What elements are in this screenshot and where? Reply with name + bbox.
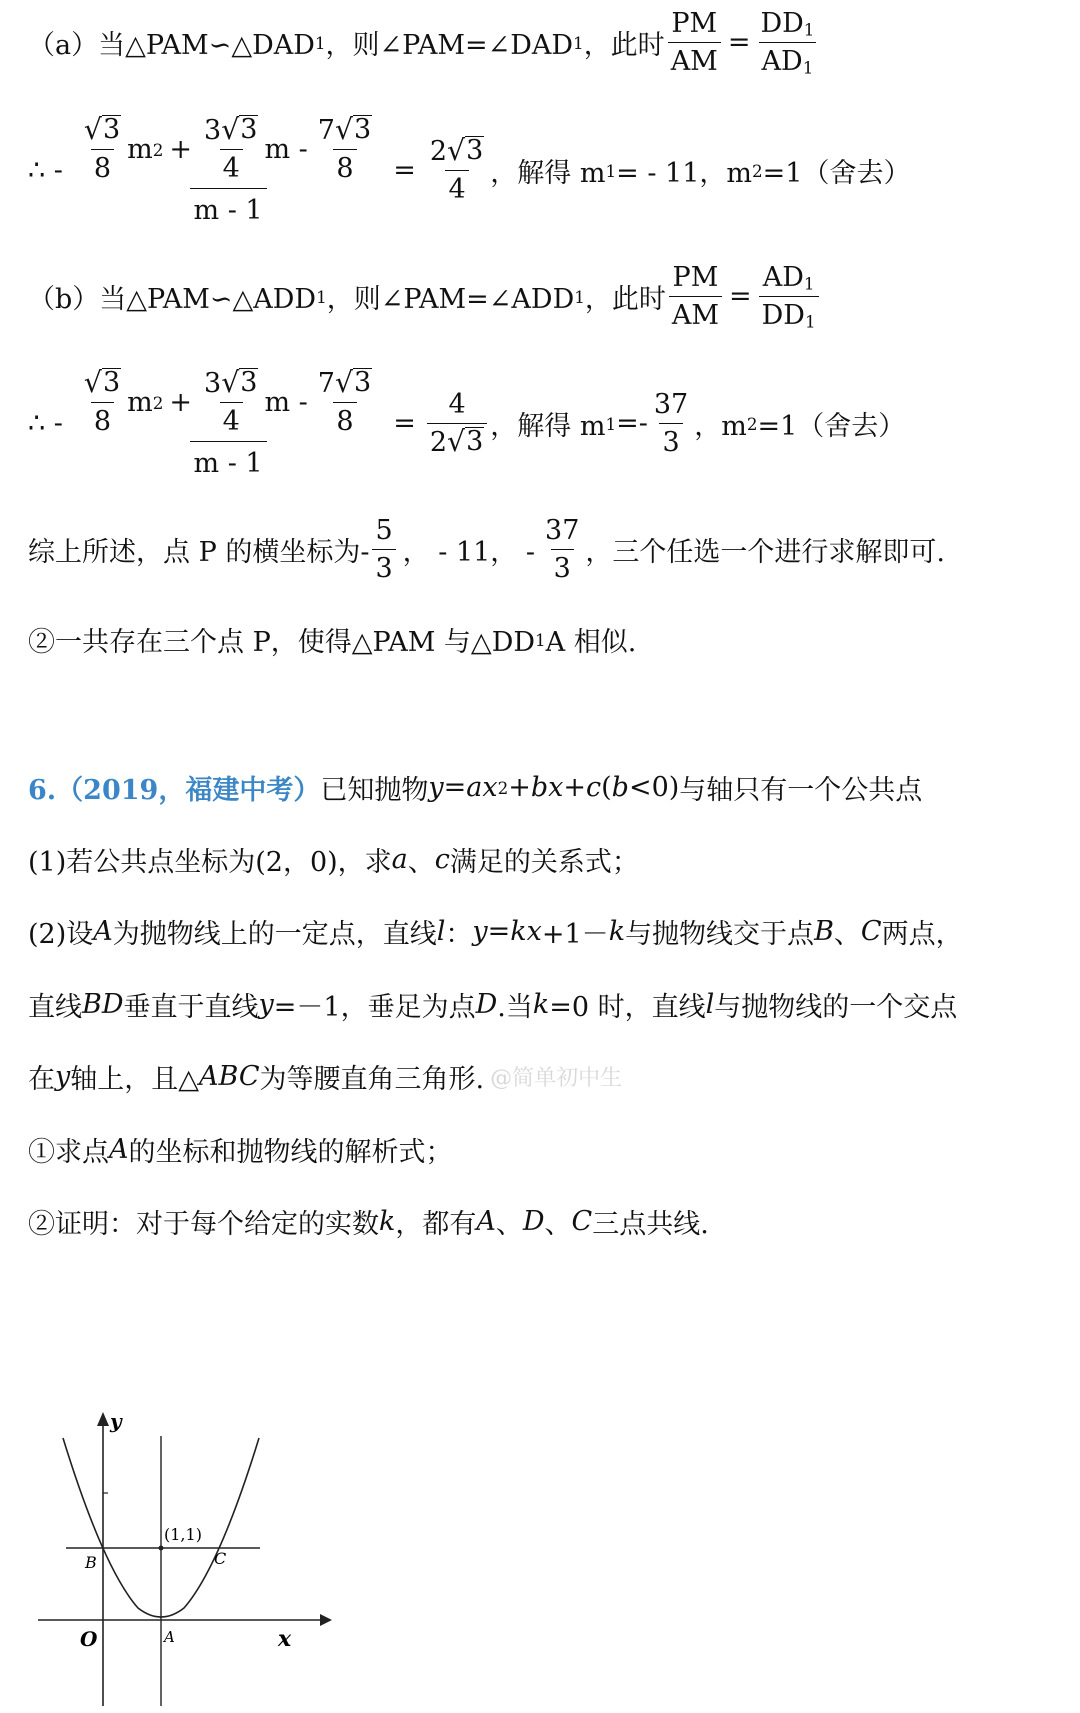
origin-label: O (80, 1627, 98, 1651)
case-b-line: （b）当△PAM∽△ADD 1 ，则∠PAM=∠ADD 1 ，此时 $\frac{PM}{AM}$ = $\frac{AD_1}{DD_1}$ (28, 262, 822, 332)
denominator: AM (668, 42, 721, 77)
case-a-line: （a）当△PAM∽△DAD 1 ，则∠PAM=∠DAD 1 ，此时 $\frac{PM}{AM}$ = $\frac{DD_1}{AD_1}$ (28, 8, 820, 78)
ratio-ad1-dd1: $\frac{AD_1}{DD_1}$ (759, 262, 819, 332)
term3: 7 √ 3 8 (317, 113, 372, 184)
m1-fraction: $\frac{37}{3}$ (653, 389, 689, 458)
problem-number: 6.（2019，福建中考） (28, 775, 321, 806)
case-b-mid: ，则∠PAM=∠ADD (326, 284, 575, 316)
numerator: √ 3 8 m 2 + 3 √ 3 4 m - 7 √ 3 8 (74, 115, 382, 188)
summary-text: 综上所述，点 P 的横坐标为- (28, 537, 370, 568)
parabola-figure (28, 1408, 348, 1708)
equation-b: ∴ - √ 3 8 m 2 + 3 √ 3 4 m - 7 √ 3 8 m - 1 = 4 2 √ 3 ，解得 m 1 =- $\frac{37}{3}$ ，m 2 =1（舍去） (28, 366, 906, 479)
x-axis-arrow-icon (320, 1614, 332, 1626)
ratio-dd1-ad1 (757, 8, 817, 78)
denominator: $AD_1$ (759, 42, 817, 77)
watermark: @简单初中生 (490, 1066, 623, 1091)
fraction-37-3: $\frac{37}{3}$ (545, 515, 580, 584)
part-2-line-2: 直线 BD 垂直于直线 y =－1，垂足为点 D .当 k =0 时，直线 l 与抛物线的一个交点 (28, 989, 958, 1023)
equation-a: ∴ - √ 3 8 m 2 + 3 √ 3 4 m - 7 √ 3 8 m - 1 = 2 √ 3 4 ，解得 m 1 = - 11，m 2 =1（舍去） (28, 113, 911, 226)
question-2: ②证明：对于每个给定的实数 k ，都有 A 、 D 、 C 三点共线. (28, 1206, 709, 1240)
case-a-tail: ，此时 (583, 30, 665, 62)
part-2-line-3: 在 y 轴上，且△ ABC 为等腰直角三角形. @简单初中生 (28, 1061, 623, 1095)
big-fraction-a (74, 115, 382, 226)
therefore-sign: ∴ - (28, 155, 63, 186)
term2: 3 √ 3 4 (204, 113, 258, 184)
label-a: A (164, 1628, 175, 1646)
summary-line: 综上所述，点 P 的横坐标为- $\frac{5}{3}$ ， - 11， - $\frac{37}{3}$ ，三个任选一个进行求解即可. (28, 515, 945, 584)
case-b-tail: ，此时 (584, 284, 666, 316)
part-2-line-1: (2)设 A 为抛物线上的一定点，直线 l ： y = kx +1－ k 与抛物线交于点 B 、 C 两点， (28, 916, 963, 950)
conclusion-2: ②一共存在三个点 P，使得△PAM 与△DD 1 A 相似. (28, 627, 637, 658)
point-1-1 (159, 1546, 164, 1551)
fraction-5-3: $\frac{5}{3}$ (372, 515, 395, 584)
part-1: (1)若公共点坐标为(2，0)，求 a 、 c 满足的关系式； (28, 844, 639, 878)
ratio-pm-am (668, 8, 721, 77)
x-axis-label: x (278, 1626, 292, 1652)
therefore-sign: ∴ - (28, 408, 63, 439)
numerator: $DD_1$ (760, 8, 815, 40)
question-1: ①求点 A 的坐标和抛物线的解析式； (28, 1134, 453, 1168)
rhs-fraction-b: 4 2 √ 3 (427, 389, 487, 458)
denominator: m - 1 (190, 188, 267, 226)
y-axis-arrow-icon (97, 1412, 109, 1426)
y-axis-label: y (110, 1409, 122, 1433)
point-label: (1,1) (164, 1525, 202, 1544)
result-b: ，解得 m (490, 411, 606, 442)
result-a: ，解得 m (490, 158, 606, 189)
case-a-label: （a）当△PAM∽△DAD (28, 30, 315, 62)
ratio-pm-am-b: $\frac{PM}{AM}$ (669, 262, 722, 331)
big-fraction-b: √ 3 8 m 2 + 3 √ 3 4 m - 7 √ 3 8 m - 1 (83, 366, 372, 479)
case-a-mid: ，则∠PAM=∠DAD (325, 30, 574, 62)
label-b: B (85, 1553, 97, 1572)
case-b-label: （b）当△PAM∽△ADD (28, 284, 317, 316)
term1: √ 3 8 (83, 113, 121, 184)
subscript: 1 (314, 32, 326, 53)
rhs-fraction-a: 2 √ 3 4 (429, 134, 484, 205)
numerator: PM (671, 8, 718, 40)
subscript: 1 (573, 32, 584, 53)
label-c: C (214, 1549, 227, 1568)
problem-6-title: 6.（2019，福建中考） 已知抛物 y = ax 2 + bx + c ( b <0) 与轴只有一个公共点 (28, 768, 922, 807)
